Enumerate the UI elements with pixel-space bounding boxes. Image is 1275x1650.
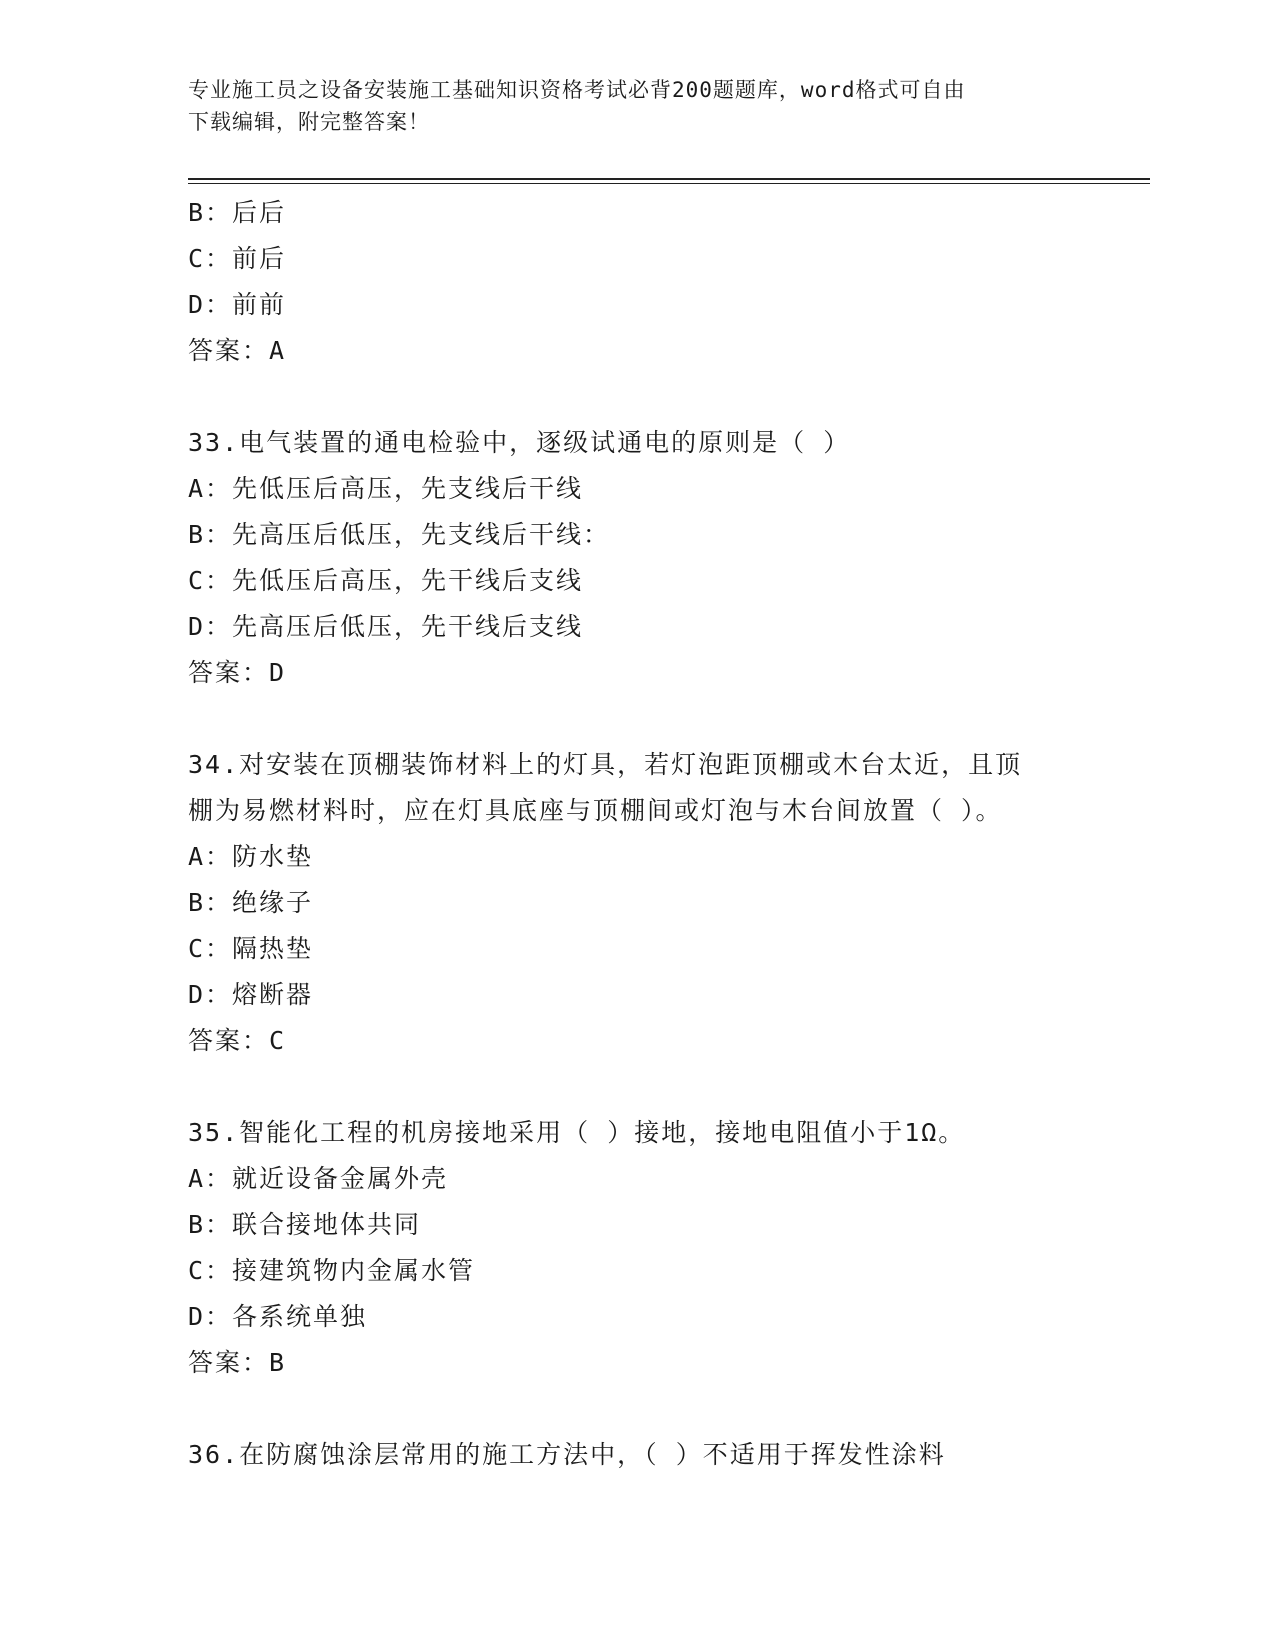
option-b: B：先高压后低压，先支线后干线： xyxy=(188,520,611,549)
option-c: C：先低压后高压，先干线后支线 xyxy=(188,566,584,595)
document-header xyxy=(188,74,1088,138)
header-divider-thick xyxy=(188,178,1150,180)
question-34 xyxy=(188,742,1088,1064)
header-line-1: 专业施工员之设备安装施工基础知识资格考试必背200题题库，word格式可自由 xyxy=(188,78,966,102)
question-33 xyxy=(188,420,1088,696)
question-35 xyxy=(188,1110,1088,1386)
option-c: C：接建筑物内金属水管 xyxy=(188,1256,476,1285)
question-text: 35.智能化工程的机房接地采用（ ）接地，接地电阻值小于1Ω。 xyxy=(188,1118,966,1147)
answer-label: 答案：A xyxy=(188,336,287,365)
spacer xyxy=(188,374,1088,420)
option-d: D：熔断器 xyxy=(188,980,314,1009)
option-c: C：前后 xyxy=(188,244,287,273)
option-a: A：防水垫 xyxy=(188,842,314,871)
question-text-line-2: 棚为易燃材料时，应在灯具底座与顶棚间或灯泡与木台间放置（ ）。 xyxy=(188,796,1003,825)
header-divider-thin xyxy=(188,183,1150,184)
option-d: D：先高压后低压，先干线后支线 xyxy=(188,612,584,641)
option-b: B：联合接地体共同 xyxy=(188,1210,422,1239)
spacer xyxy=(188,1064,1088,1110)
option-c: C：隔热垫 xyxy=(188,934,314,963)
answer-label: 答案：D xyxy=(188,658,287,687)
answer-label: 答案：C xyxy=(188,1026,287,1055)
option-d: D：各系统单独 xyxy=(188,1302,368,1331)
option-a: A：就近设备金属外壳 xyxy=(188,1164,449,1193)
option-a: A：先低压后高压，先支线后干线 xyxy=(188,474,584,503)
question-text-line-1: 34.对安装在顶棚装饰材料上的灯具，若灯泡距顶棚或木台太近，且顶 xyxy=(188,750,1023,779)
spacer xyxy=(188,1386,1088,1432)
header-line-2: 下载编辑，附完整答案！ xyxy=(188,110,430,134)
question-36 xyxy=(188,1432,1088,1478)
question-text: 33.电气装置的通电检验中，逐级试通电的原则是（ ） xyxy=(188,428,851,457)
option-b: B：后后 xyxy=(188,198,287,227)
answer-label: 答案：B xyxy=(188,1348,287,1377)
question-32-continuation xyxy=(188,190,1088,374)
spacer xyxy=(188,696,1088,742)
option-b: B：绝缘子 xyxy=(188,888,314,917)
option-d: D：前前 xyxy=(188,290,287,319)
question-content xyxy=(188,190,1088,1478)
question-text: 36.在防腐蚀涂层常用的施工方法中，（ ）不适用于挥发性涂料 xyxy=(188,1440,946,1469)
